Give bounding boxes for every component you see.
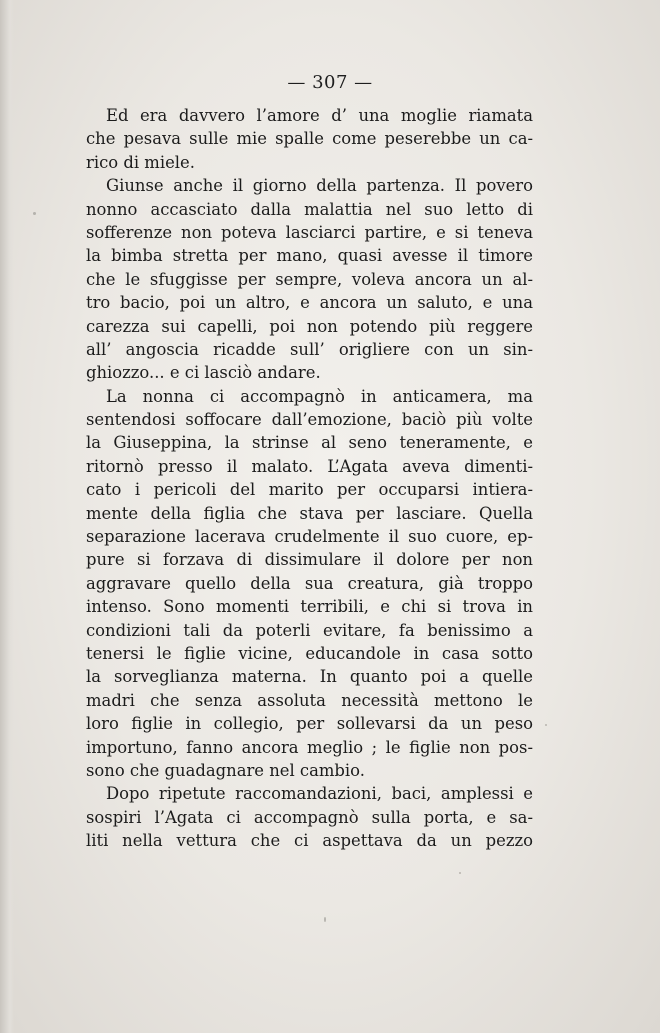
body-text xyxy=(86,104,533,853)
text-line: aggravare quello della sua creatura, già troppo xyxy=(86,573,533,593)
text-line: sofferenze non poteva lasciarci partire, e si teneva xyxy=(86,222,533,242)
text-line: La nonna ci accompagnò in anticamera, ma xyxy=(106,386,533,406)
text-line: cato i pericoli del marito per occuparsi intiera- xyxy=(86,480,533,500)
text-line: che le sfuggisse per sempre, voleva ancora un al- xyxy=(86,269,533,289)
text-line: rico di miele. xyxy=(86,152,195,172)
text-line: liti nella vettura che ci aspettava da un pezzo xyxy=(86,831,533,851)
text-line: mente della figlia che stava per lasciare. Quella xyxy=(86,503,533,523)
text-line: intenso. Sono momenti terribili, e chi si trova in xyxy=(86,597,533,617)
text-line: importuno, fanno ancora meglio ; le figlie non pos- xyxy=(86,737,533,757)
text-line: tenersi le figlie vicine, educandole in casa sotto xyxy=(86,643,533,663)
paper-speck xyxy=(324,917,326,922)
text-line: la sorveglianza materna. In quanto poi a quelle xyxy=(86,667,533,687)
text-line: ghiozzo... e ci lasciò andare. xyxy=(86,363,321,383)
text-line: pure si forzava di dissimulare il dolore per non xyxy=(86,550,533,570)
text-line: Dopo ripetute raccomandazioni, baci, amplessi e xyxy=(106,784,533,804)
text-line: separazione lacerava crudelmente il suo cuore, ep- xyxy=(86,527,533,547)
text-line: madri che senza assoluta necessità mettono le xyxy=(86,690,533,710)
paper-speck xyxy=(459,872,461,874)
text-line: all’ angoscia ricadde sull’ origliere con un sin- xyxy=(86,339,533,359)
text-line: tro bacio, poi un altro, e ancora un saluto, e una xyxy=(86,293,533,313)
text-line: sentendosi soffocare dall’emozione, baciò più volte xyxy=(86,410,533,430)
text-line: sono che guadagnare nel cambio. xyxy=(86,760,365,780)
text-line: Ed era davvero l’amore d’ una moglie riamata xyxy=(106,106,533,125)
text-line: ritornò presso il malato. L’Agata aveva dimenti- xyxy=(86,456,533,476)
text-line: condizioni tali da poterli evitare, fa benissimo a xyxy=(86,620,533,640)
paper-speck xyxy=(545,724,547,726)
text-line: la Giuseppina, la strinse al seno teneramente, e xyxy=(86,433,533,453)
page-number: — 307 — xyxy=(287,72,373,93)
page-gutter-shadow xyxy=(0,0,14,1033)
text-line: la bimba stretta per mano, quasi avesse il timore xyxy=(86,246,533,266)
text-line: che pesava sulle mie spalle come peserebbe un ca- xyxy=(86,129,533,149)
text-line: sospiri l’Agata ci accompagnò sulla porta, e sa- xyxy=(86,807,533,827)
text-line: loro figlie in collegio, per sollevarsi da un peso xyxy=(86,714,533,734)
text-line: carezza sui capelli, poi non potendo più reggere xyxy=(86,316,533,336)
text-line: nonno accasciato dalla malattia nel suo letto di xyxy=(86,199,533,219)
paper-speck xyxy=(33,212,36,215)
text-line: Giunse anche il giorno della partenza. Il povero xyxy=(106,176,533,196)
